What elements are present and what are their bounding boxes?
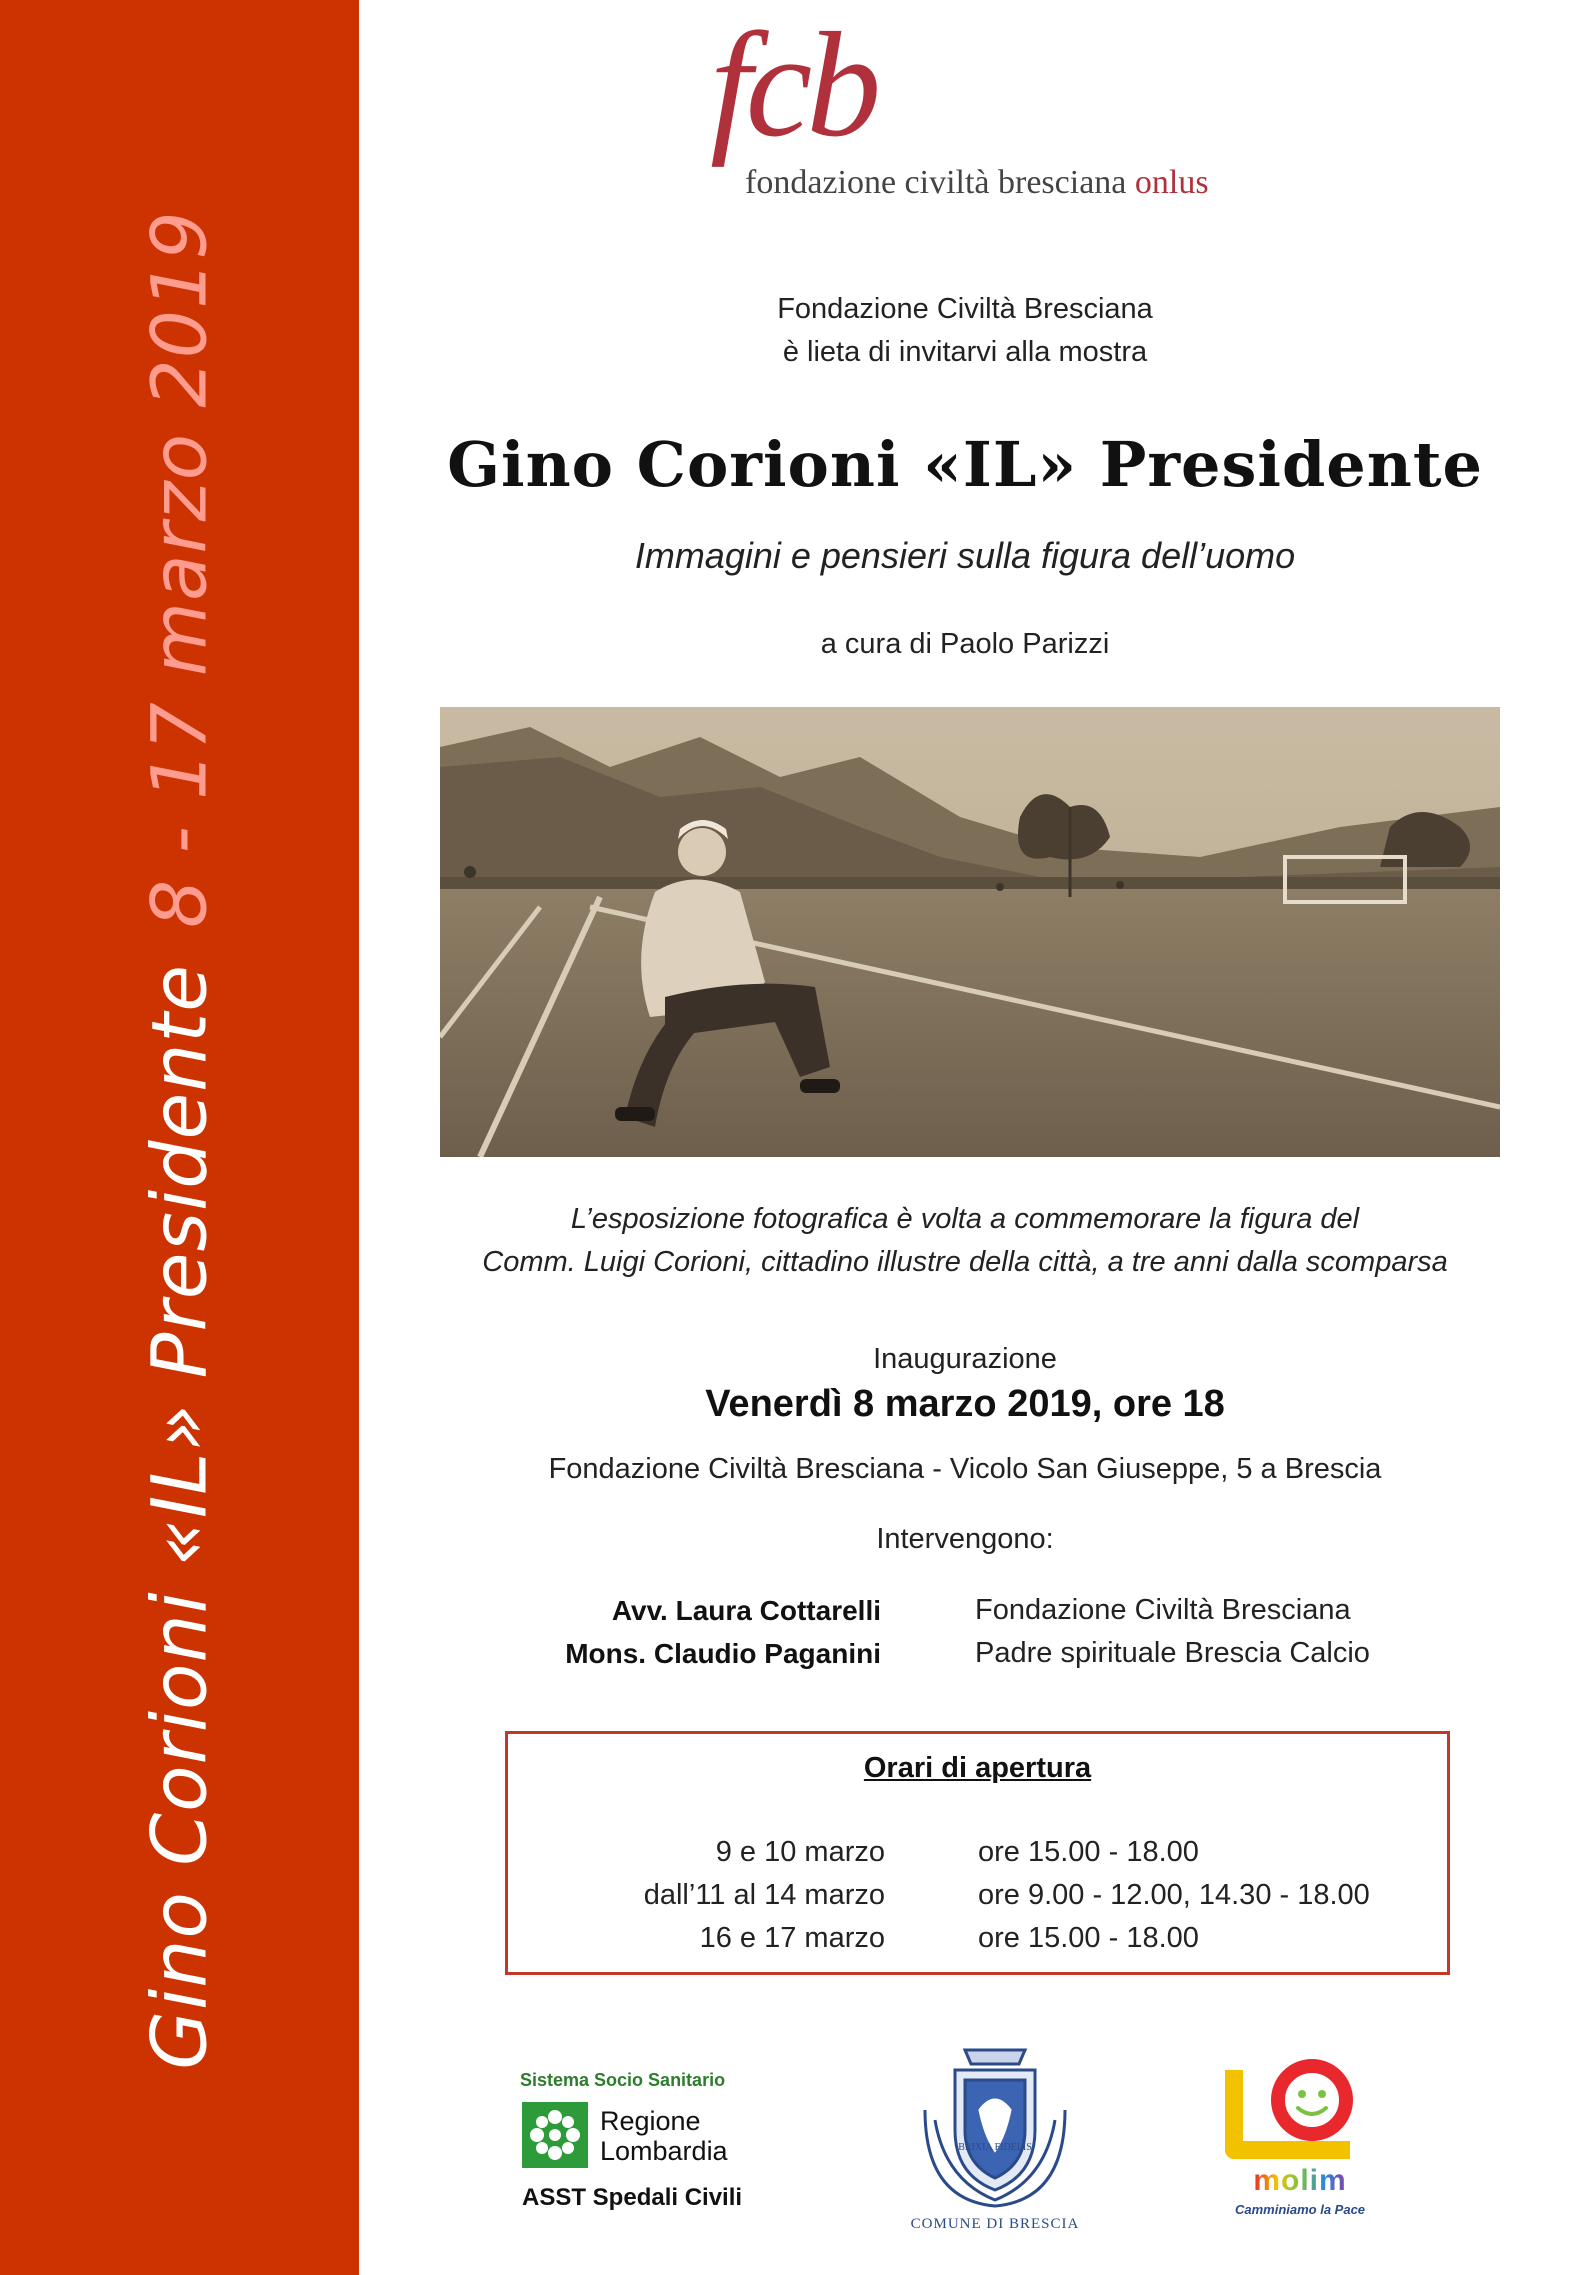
intro	[380, 288, 1550, 374]
speaker-role: Padre spirituale Brescia Calcio	[975, 1637, 1370, 1669]
hours-time: ore 9.00 - 12.00, 14.30 - 18.00	[978, 1879, 1370, 1911]
hours-times	[978, 1831, 1370, 1960]
lombardia-region-2: Lombardia	[600, 2136, 728, 2166]
speaker-names	[565, 1589, 881, 1675]
exhibition-title: Gino Corioni «IL» Presidente	[447, 428, 1483, 501]
description	[380, 1198, 1550, 1284]
intro-line-2: è lieta di invitarvi alla mostra	[782, 336, 1148, 368]
brescia-crest-icon	[905, 2030, 1085, 2210]
exhibition-subtitle: Immagini e pensieri sulla figura dell’uomo	[634, 535, 1296, 576]
fcb-logo	[640, 2, 1260, 300]
description-line-1: L’esposizione fotografica è volta a commemorare la figura del	[570, 1203, 1360, 1235]
hours-day: dall’11 al 14 marzo	[643, 1879, 885, 1911]
speaker-role: Fondazione Civiltà Bresciana	[975, 1594, 1351, 1626]
comune-brescia-logo	[905, 2030, 1085, 2250]
lombardia-name	[600, 2106, 728, 2166]
speakers-label: Intervengono:	[876, 1523, 1054, 1555]
lombardia-system-label: Sistema Socio Sanitario	[520, 2070, 726, 2090]
logo-name	[745, 164, 1209, 202]
logo-mark: fcb	[710, 2, 876, 168]
logo-name-text: fondazione civiltà bresciana	[745, 164, 1127, 201]
hours-day: 9 e 10 marzo	[715, 1836, 885, 1868]
hours-day: 16 e 17 marzo	[699, 1922, 885, 1954]
crest-motto: BRIXIA FIDELIS	[958, 2142, 1032, 2153]
vertical-dates: 8 - 17 marzo 2019	[134, 210, 224, 929]
molim-word-text: molim	[1253, 2164, 1347, 2197]
inauguration-date: Venerdì 8 marzo 2019, ore 18	[705, 1383, 1225, 1425]
speaker-roles	[975, 1589, 1370, 1675]
intro-line-1: Fondazione Civiltà Bresciana	[777, 293, 1153, 325]
side-band	[0, 0, 359, 2275]
molim-tagline: Camminiamo la Pace	[1234, 2202, 1366, 2217]
opening-hours-box	[505, 1731, 1450, 1975]
molim-smile-icon	[1220, 2050, 1380, 2165]
molim-logo	[1220, 2050, 1380, 2250]
regione-lombardia-logo	[520, 2070, 800, 2240]
hours-time: ore 15.00 - 18.00	[978, 1922, 1199, 1954]
vertical-title-text: Gino Corioni «IL» Presidente	[134, 964, 224, 2070]
description-line-2: Comm. Luigi Corioni, cittadino illustre della città, a tre anni dalla scomparsa	[482, 1246, 1448, 1278]
hours-time: ore 15.00 - 18.00	[978, 1836, 1199, 1868]
lombardia-region-1: Regione	[600, 2106, 701, 2136]
speaker-name: Avv. Laura Cottarelli	[611, 1595, 881, 1626]
venue: Fondazione Civiltà Bresciana - Vicolo San Giuseppe, 5 a Brescia	[548, 1453, 1382, 1485]
lombardia-rose-icon	[522, 2102, 588, 2168]
curator: a cura di Paolo Parizzi	[820, 628, 1110, 660]
main-photo	[440, 707, 1500, 1157]
inauguration-label: Inaugurazione	[873, 1343, 1057, 1375]
vertical-title	[135, 210, 224, 2069]
molim-word	[1220, 2164, 1380, 2198]
hours-title: Orari di apertura	[863, 1752, 1092, 1784]
comune-name: COMUNE DI BRESCIA	[910, 2216, 1080, 2232]
asst-label: ASST Spedali Civili	[522, 2184, 743, 2211]
hours-days	[644, 1831, 885, 1960]
sepia-photo-icon	[440, 707, 1500, 1157]
speaker-name: Mons. Claudio Paganini	[565, 1638, 881, 1669]
logo-suffix: onlus	[1134, 164, 1209, 201]
